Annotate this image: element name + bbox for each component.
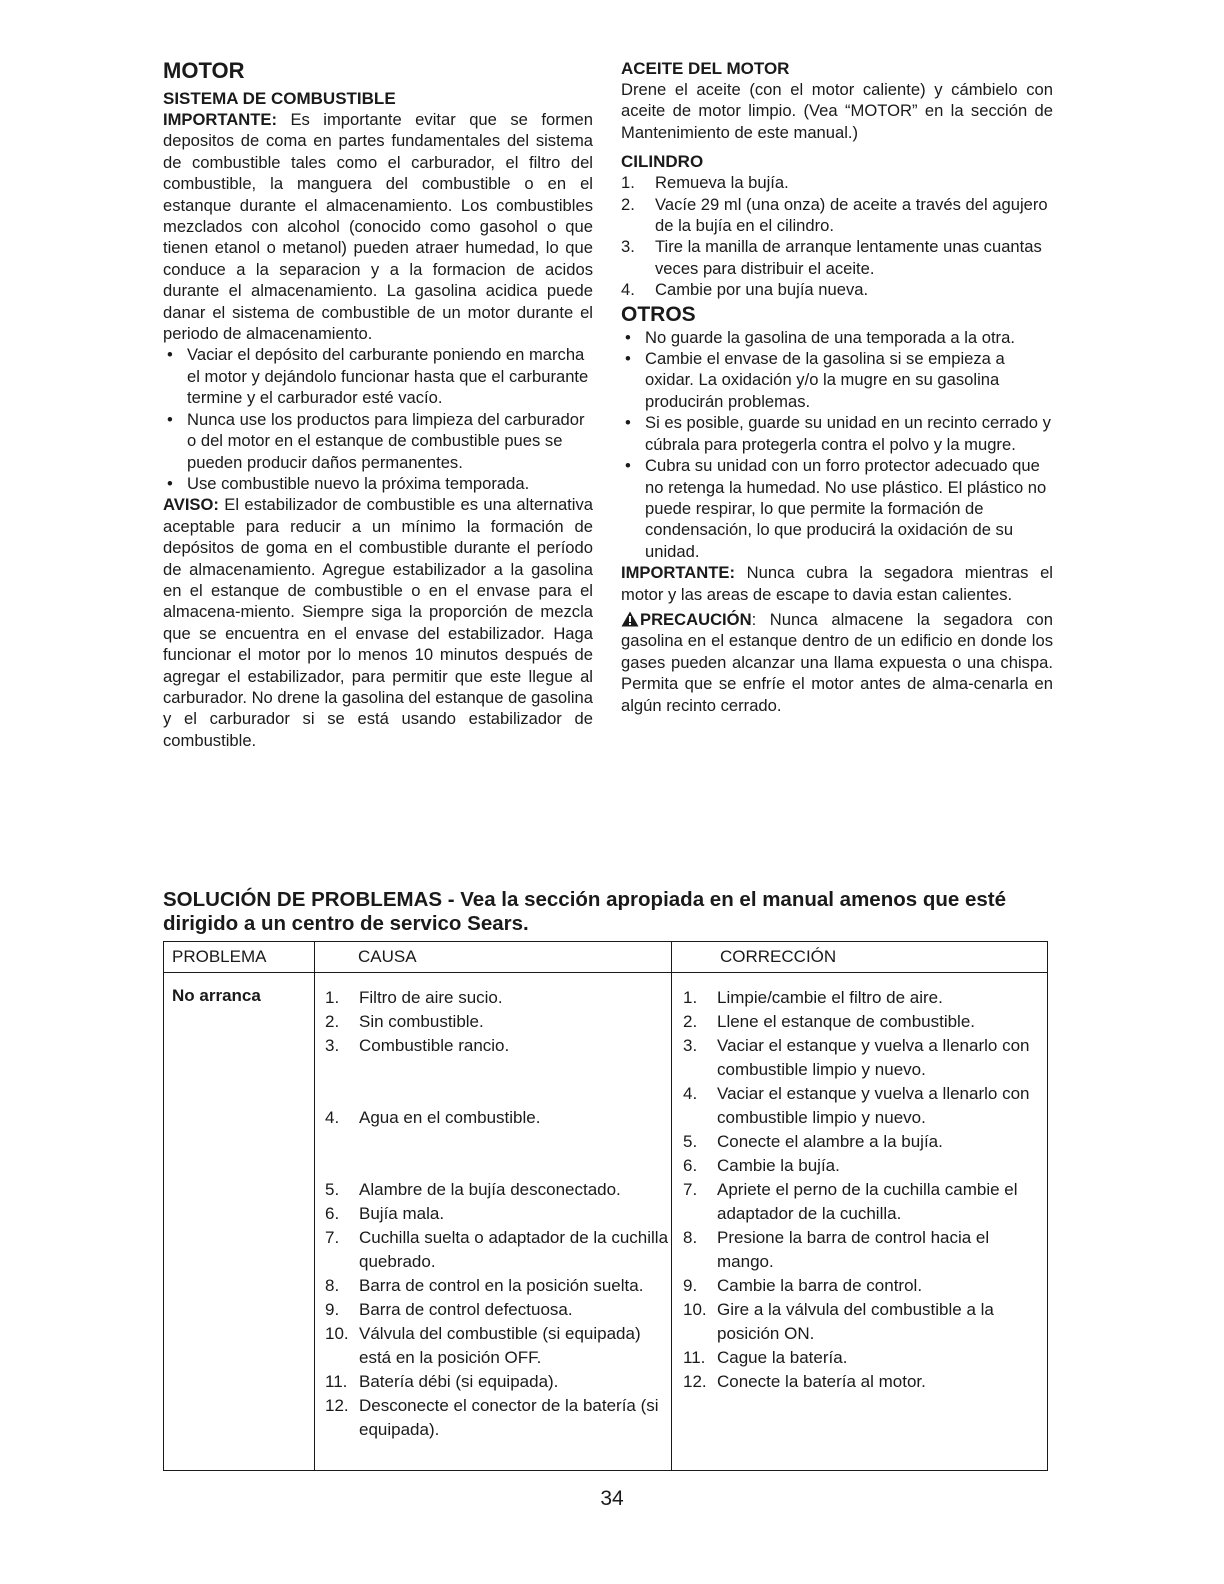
row-number: 8. bbox=[683, 1228, 698, 1247]
row-number: 11. bbox=[325, 1372, 348, 1391]
warning-triangle-icon bbox=[621, 611, 639, 627]
table-row bbox=[683, 1154, 1043, 1178]
column-divider bbox=[671, 942, 672, 1470]
table-row bbox=[683, 1226, 1043, 1274]
list-item bbox=[621, 455, 1053, 562]
row-text: Cambie la bujía. bbox=[717, 1156, 840, 1175]
table-row bbox=[325, 1010, 670, 1034]
row-text: Conecte el alambre a la bujía. bbox=[717, 1132, 943, 1151]
list-item bbox=[621, 327, 1053, 348]
row-number: 9. bbox=[683, 1276, 698, 1295]
row-number: 3. bbox=[683, 1036, 698, 1055]
page-number: 34 bbox=[600, 1487, 624, 1510]
row-text: Vaciar el estanque y vuelva a llenarlo con combustible limpio y nuevo. bbox=[717, 1036, 1030, 1079]
row-text: Agua en el combustible. bbox=[359, 1108, 541, 1127]
row-number: 9. bbox=[325, 1300, 340, 1319]
left-column bbox=[163, 58, 593, 751]
row-text: Desconecte el conector de la batería (si equipada). bbox=[359, 1396, 659, 1439]
list-item bbox=[621, 348, 1053, 412]
row-number: 7. bbox=[683, 1180, 698, 1199]
table-row bbox=[683, 1034, 1043, 1082]
precaucion-text: : Nunca almacene la segadora con gasolina en el estanque dentro de un edificio en donde los gases pueden alcanzar una llama expuesta o una chispa. Permita que se enfríe el motor antes de alma-cenarla en algún recinto cerrado. bbox=[621, 609, 1053, 715]
bullet-text: Cambie el envase de la gasolina si se empieza a oxidar. La oxidación y/o la mugre en su gasolina producirán problemas. bbox=[645, 349, 1005, 411]
table-row bbox=[325, 1298, 670, 1322]
table-row bbox=[325, 1322, 670, 1370]
row-text: Alambre de la bujía desconectado. bbox=[359, 1180, 621, 1199]
row-number: 4. bbox=[683, 1084, 698, 1103]
row-number: 12. bbox=[325, 1396, 349, 1415]
row-text: Barra de control defectuosa. bbox=[359, 1300, 573, 1319]
row-number: 3. bbox=[325, 1036, 340, 1055]
bullet-icon: • bbox=[167, 409, 173, 429]
cylinder-heading: CILINDRO bbox=[621, 152, 704, 172]
row-text: Gire a la válvula del combustible a la posición ON. bbox=[717, 1300, 994, 1343]
table-row bbox=[325, 1178, 670, 1202]
precaucion-paragraph bbox=[621, 609, 1053, 716]
row-text: Barra de control en la posición suelta. bbox=[359, 1276, 644, 1295]
aviso-label: AVISO: bbox=[163, 495, 219, 515]
row-text: Filtro de aire sucio. bbox=[359, 988, 503, 1007]
table-row bbox=[325, 1034, 670, 1058]
importante-paragraph bbox=[163, 109, 593, 344]
bullet-icon: • bbox=[625, 327, 631, 347]
row-number: 1. bbox=[325, 988, 340, 1007]
row-text: Batería débi (si equipada). bbox=[359, 1372, 559, 1391]
row-text: Válvula del combustible (si equipada) está en la posición OFF. bbox=[359, 1324, 641, 1367]
row-text: Llene el estanque de combustible. bbox=[717, 1012, 976, 1031]
list-item: 2. Vacíe 29 ml (una onza) de aceite a través del agujero de la bujía en el cilindro. bbox=[621, 194, 1048, 236]
step-text: Cambie por una bujía nueva. bbox=[655, 280, 869, 300]
row-text: Presione la barra de control hacia el mango. bbox=[717, 1228, 990, 1271]
row-number: 7. bbox=[325, 1228, 340, 1247]
header-divider bbox=[164, 972, 1047, 973]
table-row bbox=[683, 986, 1043, 1010]
bullet-text: No guarde la gasolina de una temporada a la otra. bbox=[645, 327, 1015, 347]
row-text: Apriete el perno de la cuchilla cambie el adaptador de la cuchilla. bbox=[717, 1180, 1018, 1223]
header-correccion: CORRECCIÓN bbox=[720, 947, 837, 966]
table-row bbox=[683, 1274, 1043, 1298]
bullet-text: Vaciar el depósito del carburante poniendo en marcha el motor y dejándolo funcionar hasta que el carburante termine y el carburador esté vacío. bbox=[187, 345, 589, 408]
aviso-text: El estabilizador de combustible es una alternativa aceptable para reducir a un mínimo la formación de depósitos de goma en el combustible durante el período de almacenamiento. Agregue estabilizador a la gasolina en el estanque de combustible o en el envase para el almacena-miento. Siempre siga la proporción de mezcla que se encuentra en el envase del estabilizador. Haga funcionar el motor por lo menos 10 minutos después de agregar el estabilizador, para permitir que este llegue al carburador. No drene la gasolina del estanque de gasolina y el carburador si se está usando estabilizador de combustible. bbox=[163, 495, 593, 750]
precaucion-label: PRECAUCIÓN bbox=[640, 609, 752, 629]
otros-bullets bbox=[621, 327, 1053, 562]
row-number: 10. bbox=[683, 1300, 707, 1319]
step-text: Vacíe 29 ml (una onza) de aceite a través del agujero de la bujía en el cilindro. bbox=[655, 194, 1048, 236]
fuel-bullets bbox=[163, 344, 593, 494]
row-number: 4. bbox=[325, 1108, 340, 1127]
table-row bbox=[683, 1346, 1043, 1370]
bullet-icon: • bbox=[167, 345, 173, 365]
step-text: Remueva la bujía. bbox=[655, 173, 789, 193]
aviso-paragraph bbox=[163, 494, 593, 751]
causes-list bbox=[325, 986, 670, 1442]
engine-oil-heading: ACEITE DEL MOTOR bbox=[621, 59, 790, 78]
cylinder-steps bbox=[621, 172, 1053, 300]
list-item bbox=[163, 409, 593, 473]
row-text: Bujía mala. bbox=[359, 1204, 445, 1223]
row-text: Cambie la barra de control. bbox=[717, 1276, 923, 1295]
importante-label: IMPORTANTE: bbox=[621, 563, 735, 583]
row-number: 2. bbox=[683, 1012, 698, 1031]
bullet-text: Cubra su unidad con un forro protector adecuado que no retenga la humedad. No use plástico. El plástico no puede respirar, lo que permite la formación de condensación, lo que producirá la oxidación de su unidad. bbox=[645, 456, 1047, 561]
motor-heading: MOTOR bbox=[163, 58, 245, 83]
problem-cell: No arranca bbox=[172, 986, 261, 1005]
row-number: 6. bbox=[325, 1204, 340, 1223]
table-row bbox=[325, 1106, 670, 1130]
table-row bbox=[683, 1082, 1043, 1130]
row-text: Cuchilla suelta o adaptador de la cuchilla quebrado. bbox=[359, 1228, 669, 1271]
list-item: 3. Tire la manilla de arranque lentamente unas cuantas veces para distribuir el aceite. bbox=[621, 237, 1042, 278]
table-row bbox=[683, 1010, 1043, 1034]
table-row bbox=[325, 1202, 670, 1226]
otros-heading: OTROS bbox=[621, 302, 696, 326]
row-number: 1. bbox=[683, 988, 698, 1007]
troubleshooting-table bbox=[163, 941, 1048, 1471]
row-number: 2. bbox=[325, 1012, 340, 1031]
fuel-system-heading: SISTEMA DE COMBUSTIBLE bbox=[163, 89, 396, 108]
row-text: Limpie/cambie el filtro de aire. bbox=[717, 988, 943, 1007]
row-text: Combustible rancio. bbox=[359, 1036, 510, 1055]
table-row bbox=[683, 1130, 1043, 1154]
step-text: Tire la manilla de arranque lentamente unas cuantas veces para distribuir el aceite. bbox=[655, 237, 1042, 278]
list-item bbox=[163, 344, 593, 408]
row-number: 10. bbox=[325, 1324, 349, 1343]
header-problema: PROBLEMA bbox=[172, 947, 267, 966]
row-text: Cague la batería. bbox=[717, 1348, 848, 1367]
importante-text: Es importante evitar que se formen depositos de coma en partes fundamentales del sistema de combustible tales como el carburador, el filtro del combustible, la manguera del combustible o en el estanque durante el almacenamiento. Los combustibles mezclados con alcohol (conocido como gasohol o que tienen etanol o metanol) pueden atraer humedad, lo que conduce a la separacion y a la formacion de acidos durante el almacenamiento. La gasolina acidica puede danar el sistema de combustible de un motor durante el periodo de almacenamiento. bbox=[163, 110, 593, 344]
troubleshooting-title: SOLUCIÓN DE PROBLEMAS - Vea la sección apropiada en el manual amenos que esté dirigido a un centro de servico Sears. bbox=[163, 888, 1007, 935]
row-number: 5. bbox=[325, 1180, 340, 1199]
table-row bbox=[325, 1370, 670, 1394]
table-row bbox=[683, 1298, 1043, 1346]
list-item: 1. Remueva la bujía. bbox=[621, 173, 789, 193]
table-row bbox=[325, 986, 670, 1010]
importante-label: IMPORTANTE: bbox=[163, 110, 277, 129]
row-text: Vaciar el estanque y vuelva a llenarlo con combustible limpio y nuevo. bbox=[717, 1084, 1030, 1127]
table-row bbox=[683, 1178, 1043, 1226]
importante-text: Nunca cubra la segadora mientras el motor y las areas de escape to davia estan calientes. bbox=[621, 563, 1053, 604]
bullet-icon: • bbox=[625, 349, 631, 369]
header-causa: CAUSA bbox=[358, 947, 417, 966]
bullet-icon: • bbox=[167, 473, 173, 493]
bullet-text: Si es posible, guarde su unidad en un recinto cerrado y cúbrala para protegerla contra el polvo y la mugre. bbox=[645, 413, 1051, 454]
row-number: 11. bbox=[683, 1348, 706, 1367]
list-item: 4. Cambie por una bujía nueva. bbox=[621, 280, 869, 300]
list-item bbox=[621, 412, 1053, 455]
row-number: 12. bbox=[683, 1372, 707, 1391]
row-text: Sin combustible. bbox=[359, 1012, 484, 1031]
list-item bbox=[163, 473, 593, 494]
bullet-text: Use combustible nuevo la próxima temporada. bbox=[187, 473, 530, 493]
table-row bbox=[325, 1274, 670, 1298]
corrections-list bbox=[683, 986, 1043, 1394]
row-number: 6. bbox=[683, 1156, 698, 1175]
row-number: 5. bbox=[683, 1132, 698, 1151]
bullet-icon: • bbox=[625, 413, 631, 433]
bullet-icon: • bbox=[625, 456, 631, 476]
row-number: 8. bbox=[325, 1276, 340, 1295]
bullet-text: Nunca use los productos para limpieza del carburador o del motor en el estanque de combustible pues se pueden producir daños permanentes. bbox=[187, 409, 585, 472]
right-column bbox=[621, 58, 1053, 716]
table-row bbox=[325, 1394, 670, 1442]
table-row bbox=[683, 1370, 1043, 1394]
engine-oil-text: Drene el aceite (con el motor caliente) y cámbielo con aceite de motor limpio. (Vea “MOTOR” en la sección de Mantenimiento de este manual.) bbox=[621, 80, 1053, 142]
importante-cover-paragraph bbox=[621, 562, 1053, 605]
row-text: Conecte la batería al motor. bbox=[717, 1372, 926, 1391]
table-row bbox=[325, 1226, 670, 1274]
column-divider bbox=[314, 942, 315, 1470]
